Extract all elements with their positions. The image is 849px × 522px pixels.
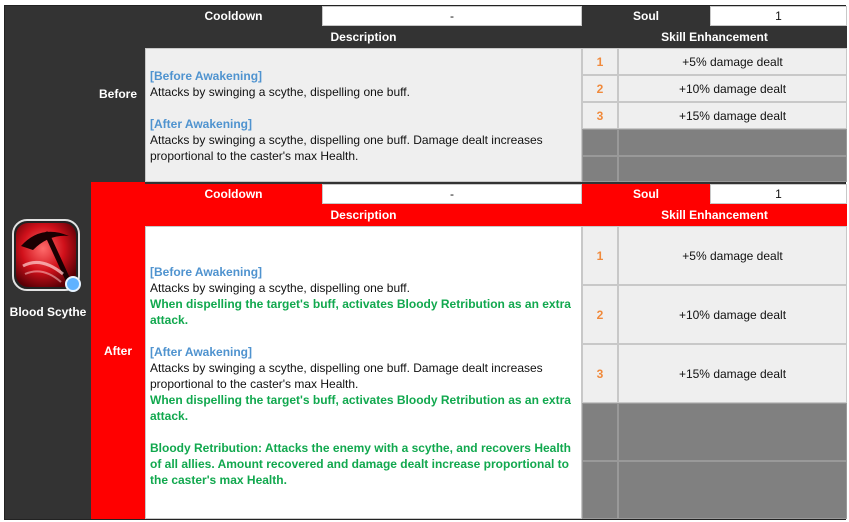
after-enh-empty-4 [618, 403, 847, 461]
after-after-awakening-tag: [After Awakening] [150, 345, 253, 359]
before-soul-header: Soul [582, 6, 710, 26]
state-after-label: After [91, 182, 145, 519]
after-enh-text-3: +15% damage dealt [618, 344, 847, 403]
before-enh-num-2: 2 [582, 75, 618, 102]
after-cooldown-value: - [322, 184, 582, 204]
bloody-retribution-text: Bloody Retribution: Attacks the enemy with a scythe, and recovers Health of all allies. Amount recovered and damage dealt increase proportional to the caster's max Health. [150, 441, 571, 487]
after-description [145, 226, 582, 519]
before-cooldown-value: - [322, 6, 582, 26]
state-before-label: Before [91, 6, 145, 182]
after-awakening-tag: [After Awakening] [150, 117, 253, 131]
before-enh-text-2: +10% damage dealt [618, 75, 847, 102]
before-enhancement-header: Skill Enhancement [582, 26, 847, 48]
after-desc-after-text: Attacks by swinging a scythe, dispelling one buff. Damage dealt increases proportional to the caster's max Health. [150, 361, 543, 391]
after-enh-num-1: 1 [582, 226, 618, 285]
after-enh-empty-5 [618, 461, 847, 519]
after-enh-num-3: 3 [582, 344, 618, 403]
before-soul-value: 1 [710, 6, 847, 26]
after-enh-empty-num-5 [582, 461, 618, 519]
after-soul-header: Soul [582, 184, 710, 204]
before-desc-after-text: Attacks by swinging a scythe, dispelling one buff. Damage dealt increases proportional to the caster's max Health. [150, 133, 543, 163]
after-soul-value: 1 [710, 184, 847, 204]
after-before-awakening-tag: [Before Awakening] [150, 265, 263, 279]
after-desc-before-text: Attacks by swinging a scythe, dispelling one buff. [150, 281, 410, 295]
after-enh-text-1: +5% damage dealt [618, 226, 847, 285]
after-desc-after-extra: When dispelling the target's buff, activates Bloody Retribution as an extra attack. [150, 393, 571, 423]
after-description-header: Description [145, 204, 582, 226]
before-description [145, 48, 582, 182]
after-enh-text-2: +10% damage dealt [618, 285, 847, 344]
after-enhancement-header: Skill Enhancement [582, 204, 847, 226]
before-desc-before-text: Attacks by swinging a scythe, dispelling one buff. [150, 85, 410, 99]
before-enh-empty-num-4 [582, 129, 618, 156]
before-enh-text-3: +15% damage dealt [618, 102, 847, 129]
before-cooldown-header: Cooldown [145, 6, 322, 26]
before-enh-empty-4 [618, 129, 847, 156]
skill-table [4, 5, 846, 520]
blood-scythe-icon [11, 216, 83, 296]
before-enh-empty-5 [618, 156, 847, 182]
after-enh-num-2: 2 [582, 285, 618, 344]
skill-name: Blood Scythe [9, 305, 87, 319]
before-enh-text-1: +5% damage dealt [618, 48, 847, 75]
before-enh-empty-num-5 [582, 156, 618, 182]
after-desc-before-extra: When dispelling the target's buff, activates Bloody Retribution as an extra attack. [150, 297, 571, 327]
after-cooldown-header: Cooldown [145, 184, 322, 204]
skill-column [5, 6, 91, 519]
before-enh-num-1: 1 [582, 48, 618, 75]
after-enh-empty-num-4 [582, 403, 618, 461]
before-enh-num-3: 3 [582, 102, 618, 129]
before-description-header: Description [145, 26, 582, 48]
before-awakening-tag: [Before Awakening] [150, 69, 263, 83]
